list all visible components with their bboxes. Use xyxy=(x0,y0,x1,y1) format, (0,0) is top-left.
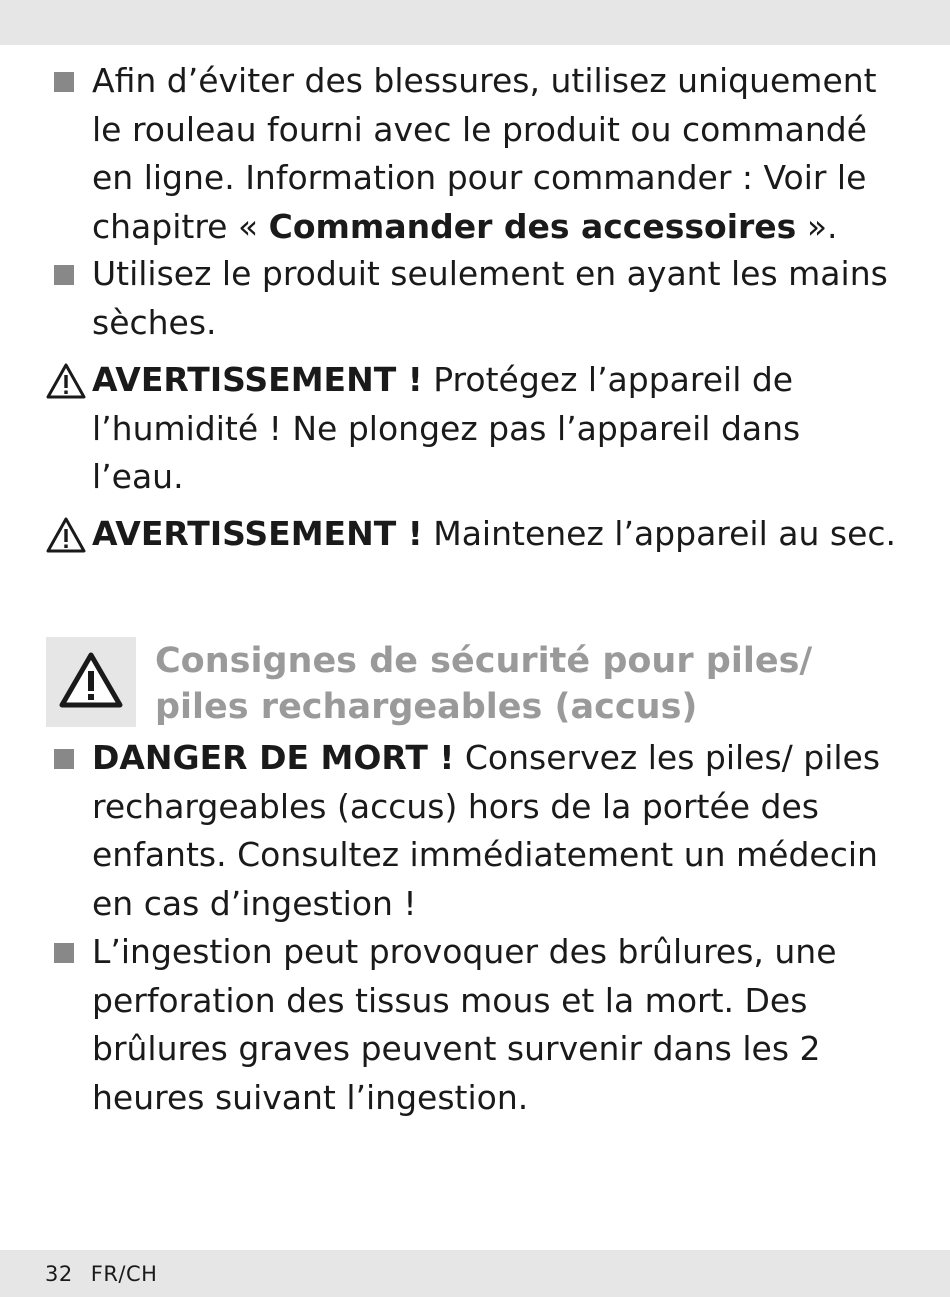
bullet-square-icon xyxy=(54,943,74,963)
danger-label: DANGER DE MORT ! xyxy=(92,738,455,777)
bullet-square-icon xyxy=(54,72,74,92)
section-warning-box xyxy=(46,637,136,727)
language-code: FR/CH xyxy=(90,1262,158,1286)
bullet-item-ingestion: L’ingestion peut provoquer des brûlures, une perforation des tissus mous et la mort. Des brûlures graves peuvent survenir dans les 2 heures suivant l’ingestion. xyxy=(92,932,837,1117)
warning-triangle-icon xyxy=(58,651,124,709)
bullet-square-icon xyxy=(54,749,74,769)
link-text-commander-accessoires: Commander des accessoires xyxy=(268,206,797,246)
page-number: 32 xyxy=(45,1262,73,1286)
warning-triangle-icon xyxy=(46,517,86,553)
bullet-item-rouleau: Afin d’éviter des blessures, utilisez uniquement le rouleau fourni avec le produit ou commandé en ligne. Information pour commander : Voir le chapitre « Commander des accessoires ». xyxy=(92,61,877,246)
warning-label: AVERTISSEMENT ! xyxy=(92,514,423,553)
page-footer xyxy=(45,1262,157,1286)
warning-label: AVERTISSEMENT ! xyxy=(92,360,423,399)
warning-triangle-icon xyxy=(46,363,86,399)
bullet-item-danger: DANGER DE MORT ! Conservez les piles/ piles rechargeables (accus) hors de la portée des enfants. Consultez immédiatement un médecin en cas d’ingestion ! xyxy=(92,738,881,923)
warning-humidite: AVERTISSEMENT ! Protégez l’appareil de l’humidité ! Ne plongez pas l’appareil dans l’eau. xyxy=(92,360,801,496)
section-title: Consignes de sécurité pour piles/ piles rechargeables (accus) xyxy=(155,641,813,727)
bullet-square-icon xyxy=(54,265,74,285)
warning-sec: AVERTISSEMENT ! Maintenez l’appareil au sec. xyxy=(92,514,897,553)
bullet-item-mains-seches: Utilisez le produit seulement en ayant les mains sèches. xyxy=(92,254,888,342)
header-band xyxy=(0,0,950,45)
